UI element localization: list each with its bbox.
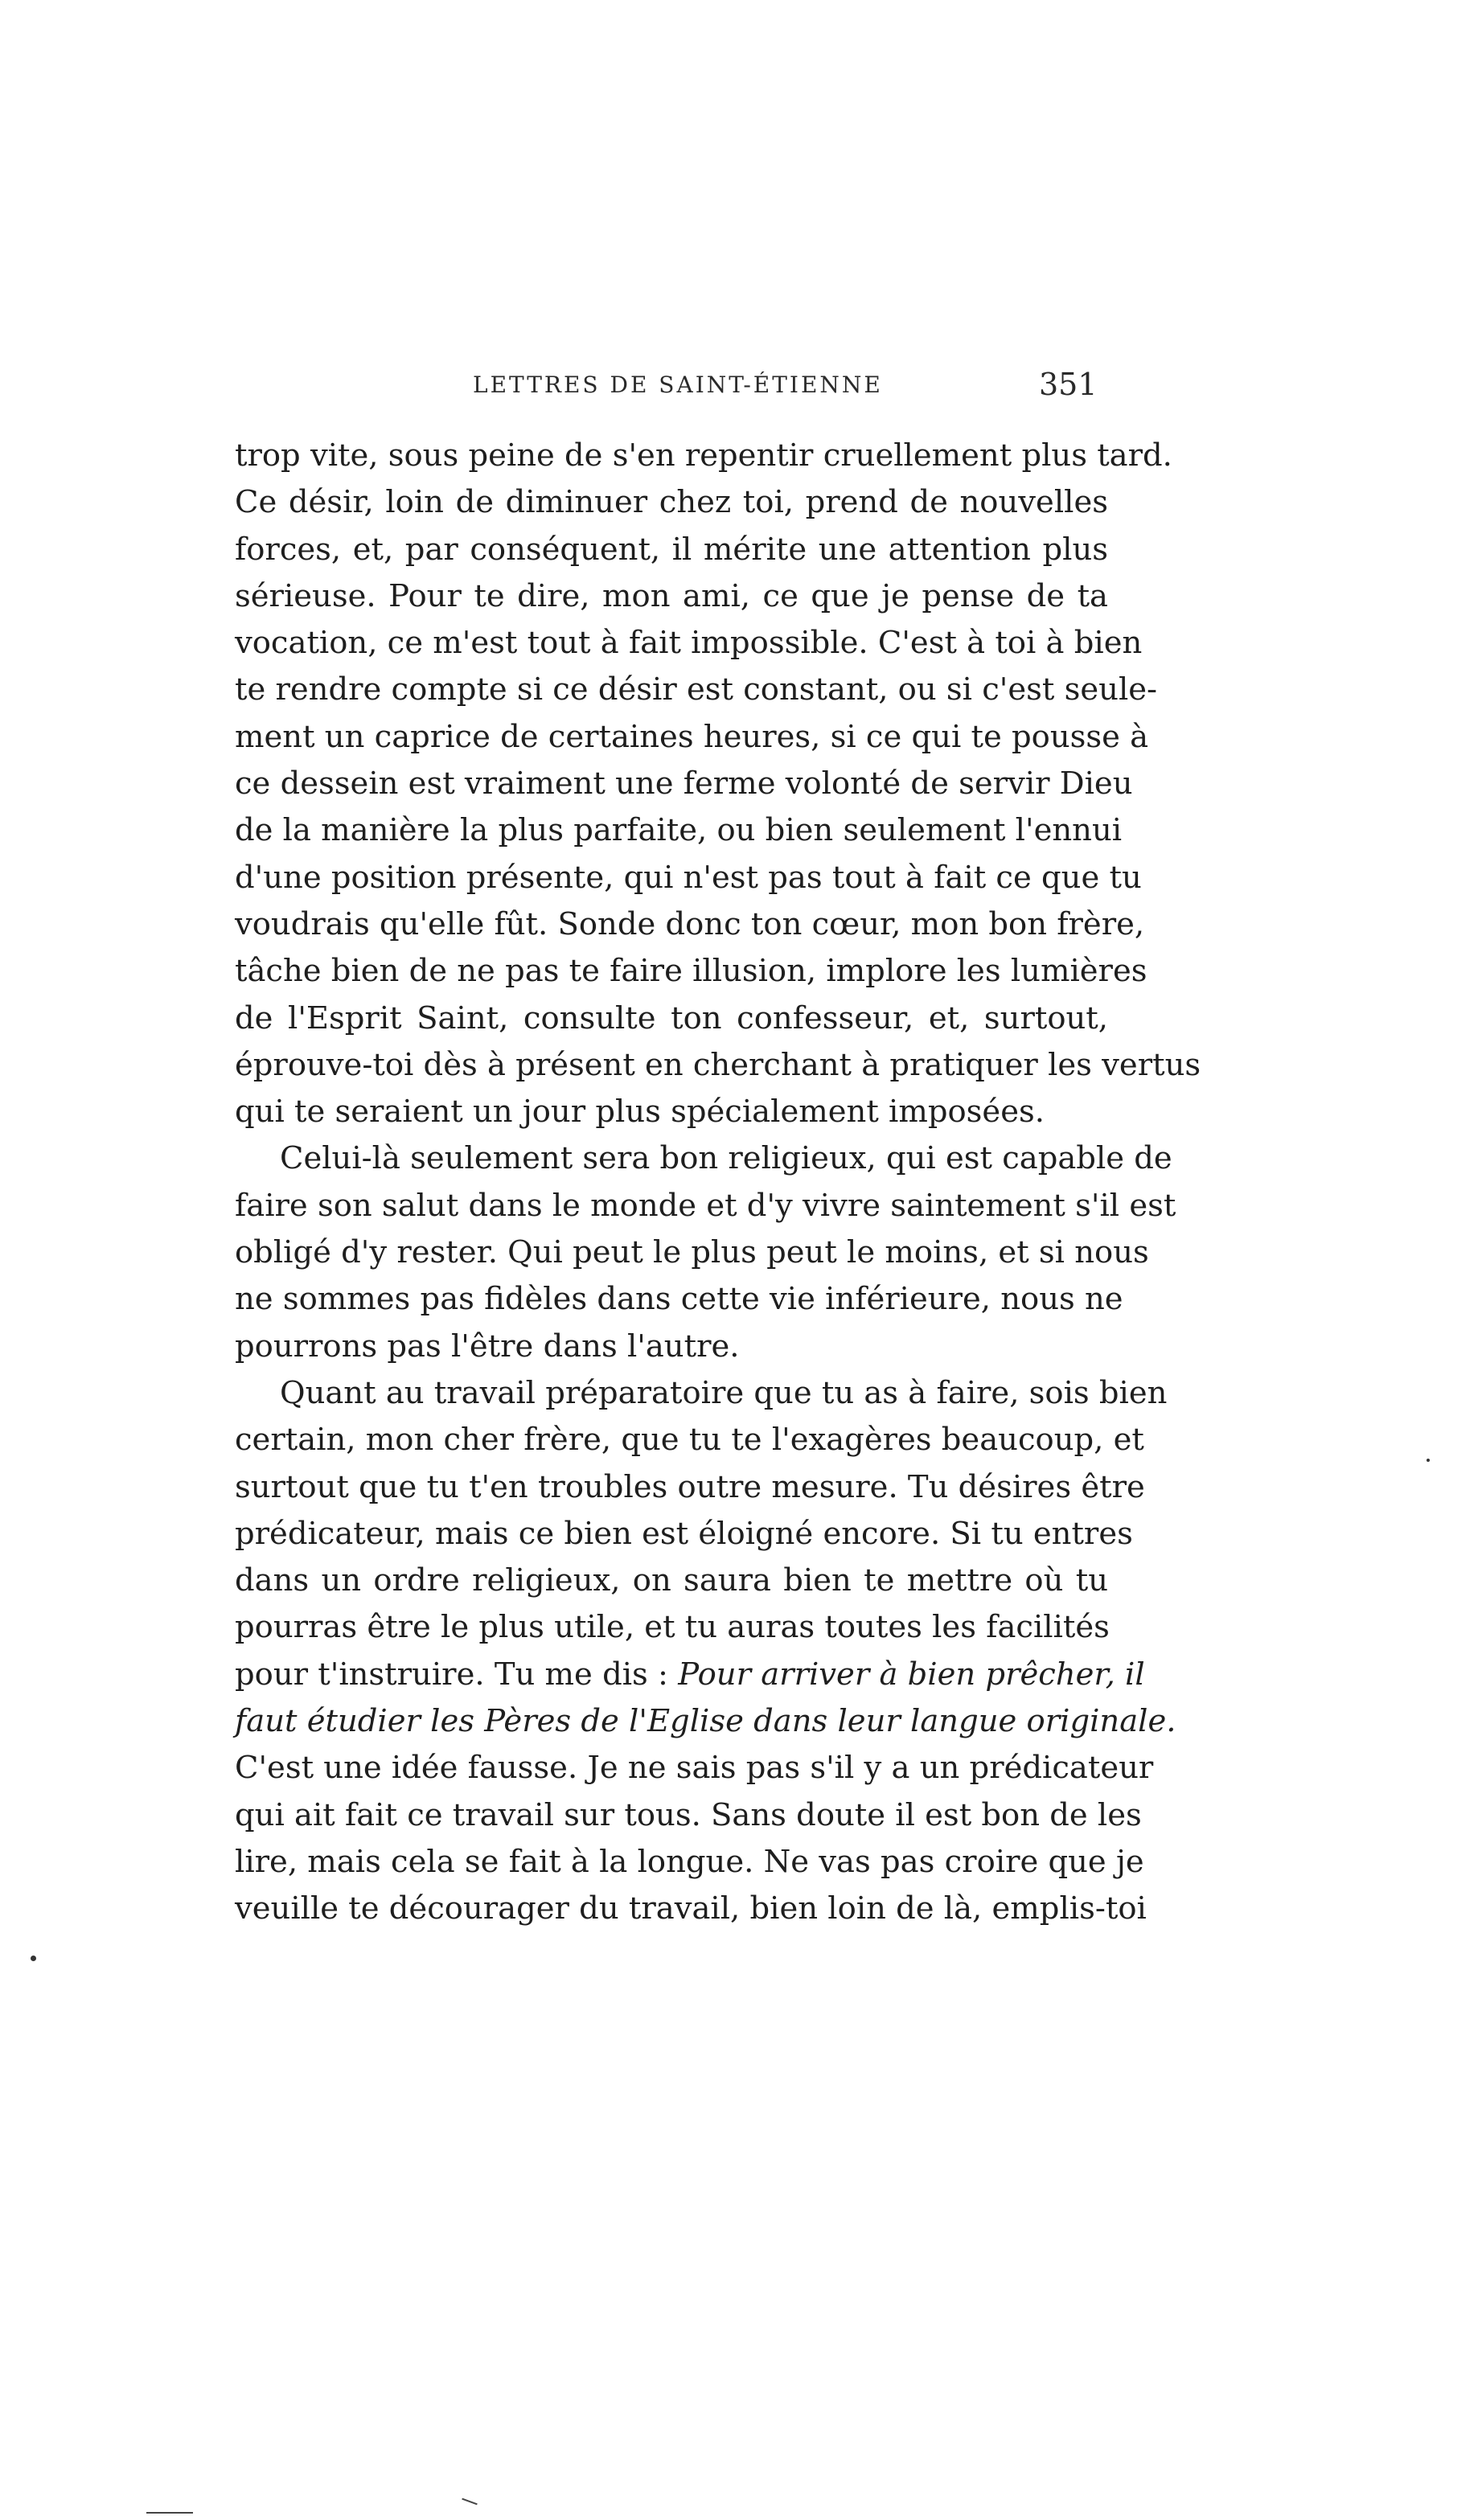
text-line: surtout que tu t'en troubles outre mesure. Tu désires être <box>235 1468 1145 1505</box>
text-line: d'une position présente, qui n'est pas tout à fait ce que tu <box>235 859 1142 896</box>
text-line: voudrais qu'elle fût. Sonde donc ton cœur, mon bon frère, <box>235 905 1145 942</box>
text-line: certain, mon cher frère, que tu te l'exagères beaucoup, et <box>235 1422 1144 1459</box>
italic-quote: faut étudier les Pères de l'Eglise dans leur langue originale. <box>235 1703 1176 1740</box>
text-line: faire son salut dans le monde et d'y vivre saintement s'il est <box>235 1187 1176 1224</box>
text-line: C'est une idée fausse. Je ne sais pas s'il y a un prédicateur <box>235 1750 1154 1787</box>
text-line: de la manière la plus parfaite, ou bien seulement l'ennui <box>235 812 1123 849</box>
text-line: qui te seraient un jour plus spécialement imposées. <box>235 1094 1045 1131</box>
italic-quote: Pour arriver à bien prêcher, il <box>678 1656 1145 1693</box>
body-text <box>235 433 1201 1933</box>
text-line: trop vite, sous peine de s'en repentir cruellement plus tard. <box>235 437 1172 474</box>
text-line: pourras être le plus utile, et tu auras toutes les facilités <box>235 1609 1110 1646</box>
text-line: ce dessein est vraiment une ferme volonté de servir Dieu <box>235 765 1133 802</box>
text-line: éprouve-toi dès à présent en cherchant à pratiquer les vertus <box>235 1046 1201 1083</box>
text-line: veuille te décourager du travail, bien loin de là, emplis-toi <box>235 1890 1147 1927</box>
text-line: ment un caprice de certaines heures, si ce qui te pousse à <box>235 718 1149 755</box>
paper-speck <box>31 1956 36 1961</box>
text-line: te rendre compte si ce désir est constant, ou si c'est seule- <box>235 671 1158 708</box>
text-line: prédicateur, mais ce bien est éloigné encore. Si tu entres <box>235 1515 1133 1552</box>
text-line: ne sommes pas fidèles dans cette vie inférieure, nous ne <box>235 1281 1123 1318</box>
text-line: de l'Esprit Saint, consulte ton confesseur, et, surtout, <box>235 999 1108 1036</box>
text-line: Quant au travail préparatoire que tu as à faire, sois bien <box>280 1374 1168 1411</box>
text-line: Ce désir, loin de diminuer chez toi, prend de nouvelles <box>235 484 1108 521</box>
paper-speck <box>1427 1459 1430 1462</box>
text-line: lire, mais cela se fait à la longue. Ne vas pas croire que je <box>235 1843 1144 1880</box>
text-line: qui ait fait ce travail sur tous. Sans doute il est bon de les <box>235 1796 1142 1833</box>
scan-mark <box>462 2498 477 2506</box>
page-number: 351 <box>1039 367 1098 402</box>
text-line <box>235 1652 1145 1698</box>
text-line: Celui-là seulement sera bon religieux, qui est capable de <box>280 1140 1172 1177</box>
text-line: obligé d'y rester. Qui peut le plus peut le moins, et si nous <box>235 1234 1149 1271</box>
text-line: dans un ordre religieux, on saura bien te mettre où tu <box>235 1562 1108 1599</box>
text-line: sérieuse. Pour te dire, mon ami, ce que je pense de ta <box>235 577 1108 614</box>
text-line: pourrons pas l'être dans l'autre. <box>235 1328 740 1365</box>
running-head: LETTRES DE SAINT-ÉTIENNE <box>473 371 883 398</box>
text-line <box>235 1698 1176 1745</box>
text-line: forces, et, par conséquent, il mérite une attention plus <box>235 531 1108 568</box>
text-line: vocation, ce m'est tout à fait impossible. C'est à toi à bien <box>235 625 1143 662</box>
scan-mark <box>146 2512 193 2514</box>
text-line: tâche bien de ne pas te faire illusion, implore les lumières <box>235 953 1147 990</box>
text-run: pour t'instruire. Tu me dis : <box>235 1656 668 1693</box>
